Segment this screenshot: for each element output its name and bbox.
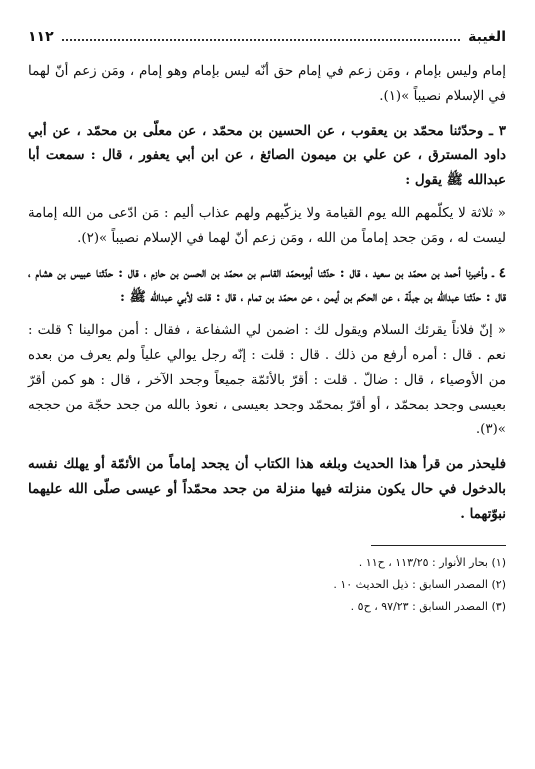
footnote-divider <box>371 545 506 546</box>
hadith-3-text: « ثلاثة لا يكلّمهم الله يوم القيامة ولا يزكّيهم ولهم عذاب أليم : مَن ادّعى من الله إمامة ليست له ، ومَن جحد إماماً من الله ، ومَن زعم أنّ لهما في الإسلام نصيباً »(٢). <box>28 205 506 246</box>
running-header <box>28 28 506 48</box>
header-dotted-leader <box>62 29 460 41</box>
footnote-2: (٢) المصدر السابق : ذيل الحديث ١٠ . <box>333 577 506 591</box>
chapter-title: الغيبة <box>468 29 506 45</box>
page-number: ١١٢ <box>28 29 54 45</box>
footnotes <box>28 552 506 618</box>
hadith-3-chain: ٣ ـ وحدّثنا محمّد بن يعقوب ، عن الحسين بن محمّد ، عن معلّى بن محمّد ، عن أبي داود المسترق ، عن علي بن ميمون الصائغ ، عن ابن أبي يعفور ، قال : سمعت أبا عبدالله ﷺ يقول : <box>28 122 506 189</box>
footnote-3: (٣) المصدر السابق : ٩٧/٢٣ ، ح٥ . <box>350 599 506 613</box>
hadith-4-text: « إنّ فلاناً يقرئك السلام ويقول لك : اضمن لي الشفاعة ، فقال : أمن موالينا ؟ قلت : نعم . قال : أمره أرفع من ذلك . قال : قلت : إنّه رجل يوالي علياً ولم يعرف من بعده من الأوصياء ، قال : ضالّ . قلت : أقرّ بالأئمّة جميعاً وجحد الآخر ، قال : هو كمن أقرّ بعيسى وجحد بمحمّد ، أو أقرّ بمحمّد وجحد بعيسى ، نعوذ بالله من جحد حجّة من حججه »(٣). <box>28 323 506 438</box>
paragraph-continuation: إمام وليس بإمام ، ومَن زعم في إمام حق أنّه ليس بإمام وهو إمام ، ومَن زعم أنّ لهما في الإسلام نصيباً »(١). <box>28 64 506 104</box>
author-commentary: فليحذر من قرأ هذا الحديث وبلغه هذا الكتاب أن يجحد إماماً من الأئمّة أو يهلك نفسه بالدخول في حال يكون منزلته فيها منزلة من جحد محمّداً أو عيسى صلّى الله عليهما نبوّتهما . <box>28 456 506 522</box>
hadith-4-chain: ٤ ـ وأخبرنا أحمد بن محمّد بن سعيد ، قال : حدّثنا أبومحمّد القاسم بن محمّد بن الحسن بن حازم ، قال : حدّثنا عبيس بن هشام ، قال : حدّثنا عبدالله بن جبلّة ، عن الحكم بن أيمن ، عن محمّد بن تمام ، قال : قلت لأبي عبدالله ﷺ : <box>28 264 506 306</box>
body-text <box>28 60 506 527</box>
book-page <box>28 28 506 743</box>
footnote-1: (١) بحار الأنوار : ١١٣/٢٥ ، ح١١ . <box>358 555 506 569</box>
